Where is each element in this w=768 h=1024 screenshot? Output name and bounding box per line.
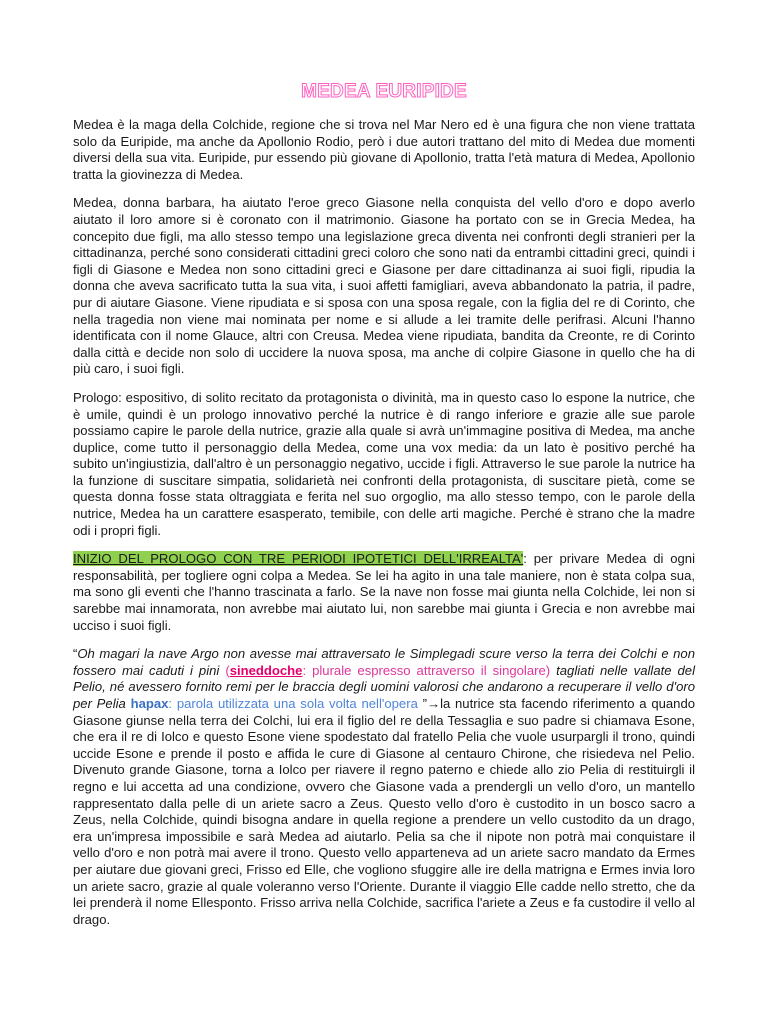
close-quote: ” [417,696,427,711]
document-page [73,82,695,940]
hapax-definition: : parola utilizzata una sola volta nell'opera [168,696,418,711]
quote-text-2: tagliati nelle vallate del Pelio, né avessero fornito remi per le braccia degli uomini valorosi che andarono a recuperare il vello d'oro per Pelia [73,662,696,711]
paragraph-prologo: Prologo: espositivo, di solito recitato da protagonista o divinità, ma in questo caso lo espone la nutrice, che è umile, quindi è un prologo innovativo perché la nutrice è di rango inferiore e grazie alle sue parole possiamo capire le parole della nutrice, grazie alla quale si avrà un'immagine positiva di Medea, ma anche duplice, come tutto il personaggio della Medea, come una vox media: da un lato è positivo perché ha subito un'ingiustizia, dall'altro è un personaggio negativo, uccide i figli. Attraverso le sue parole la nutrice ha la funzione di suscitare simpatia, solidarietà nei confronti della protagonista, di suscitare pietà, come se questa donna fosse stata oltraggiata e ferita nel suo orgoglio, ma allo stesso tempo, con le parole della nutrice, Medea ha un carattere esasperato, temibile, con delle arti magiche. Perché è strano che la madre odi i propri figli. [73,389,695,538]
sineddoche-definition: : plurale espresso attraverso il singolare) [302,662,551,678]
open-quote: “ [73,646,78,662]
highlighted-heading: INIZIO DEL PROLOGO CON TRE PERIODI IPOTETICI DELL'IRREALTA' [73,551,524,567]
paragraph-story: Medea, donna barbara, ha aiutato l'eroe greco Giasone nella conquista del vello d'oro e dopo averlo aiutato il loro amore si è coronato con il matrimonio. Giasone ha portato con se in Grecia Medea, ha concepito due figli, ma allo stesso tempo una legislazione greca diventa nei confronti degli stranieri per la cittadinanza, perché sono considerati cittadini greci coloro che sono nati da entrambi cittadini greci, quindi i figli di Giasone e Medea non sono cittadini greci e Giasone per dare cittadinanza ai suoi figli, ripudia la donna che aveva sacrificato tutta la sua vita, i suoi affetti famigliari, aveva abbandonato la patria, il padre, pur di aiutare Giasone. Viene ripudiata e si sposa con una sposa regale, con la figlia del re di Corinto, che nella tragedia non viene mai nominata per nome e si allude a lei tramite delle perifrasi. Alcuni l'hanno identificata con il nome Glauce, altri con Creusa. Medea viene ripudiata, bandita da Creonte, re di Corinto dalla città e decide non solo di uccidere la nuova sposa, ma anche di colpire Giasone in quello che ha di più caro, i suoi figli. [73,195,695,377]
arrow-icon: → [426,696,441,711]
quote-text-1: Oh magari la nave Argo non avesse mai attraversato le Simplegadi scure verso la terra dei Colchi e non fossero mai caduti i pini [73,646,695,678]
paragraph-quote [73,646,695,928]
paragraph-intro: Medea è la maga della Colchide, regione che si trova nel Mar Nero ed è una figura che non viene trattata solo da Euripide, ma anche da Apollonio Rodio, però i due autori trattano del mito di Medea due momenti diversi della sua vita. Euripide, pur essendo più giovane di Apollonio, tratta l'età matura di Medea, Apollonio tratta la giovinezza di Medea. [73,117,695,182]
document-title: MEDEA EURIPIDE [301,81,467,102]
sineddoche-term: sineddoche [229,662,303,678]
paragraph-inizio-text: : per privare Medea di ogni responsabilità, per togliere ogni colpa a Medea. Se lei ha agito in una tale maniere, non è stata colpa sua, ma sono gli eventi che l'hanno trascinata a farlo. Se la nave non fosse mai giunta nella Colchide, lei non si sarebbe mai innamorata, non avrebbe mai aiutato lui, non sarebbe mai giunta i Grecia e non avrebbe mai ucciso i suoi figli. [73,551,695,633]
paren-open: ( [219,662,230,678]
paragraph-inizio-prologo [73,551,695,634]
hapax-term: hapax [125,696,169,711]
paragraph-quote-explanation: la nutrice sta facendo riferimento a quando Giasone giunse nella terra dei Colchi, lui era il figlio del re della Tessaglia e suo padre si chiamava Esone, che era il re di Iolco e questo Esone viene spodestato dal fratello Pelia che vuole usurpargli il trono, quindi uccide Esone e prende il posto e affida le cure di Giasone al centauro Chirone, che risiedeva nel Pelio. Divenuto grande Giasone, torna a Iolco per riavere il regno paterno e chiede allo zio Pelia di restituirgli il regno e lui accetta ad una condizione, ovvero che Giasone vada a prendergli un vello d'oro, un mantello rappresentato dalla pelle di un ariete sacro a Zeus. Questo vello d'oro è custodito in un bosco sacro a Zeus, nella Colchide, quindi bisogna andare in quella regione a prendere un vello custodito da un drago, era un'impresa impossibile e sarà Medea ad aiutarlo. Pelia sa che il nipote non potrà mai conquistare il vello d'oro e non potrà mai avere il trono. Questo vello apparteneva ad un ariete sacro mandato da Ermes per aiutare due giovani greci, Frisso ed Elle, che vogliono sfuggire alle ire della matrigna e Ermes invia loro un ariete sacro, grazie al quale voleranno verso l'Oriente. Durante il viaggio Elle cadde nello stretto, che da lei prenderà il nome Ellesponto. Frisso arriva nella Colchide, sacrifica l'ariete a Zeus e fa custodire il vello al drago. [73,696,696,927]
